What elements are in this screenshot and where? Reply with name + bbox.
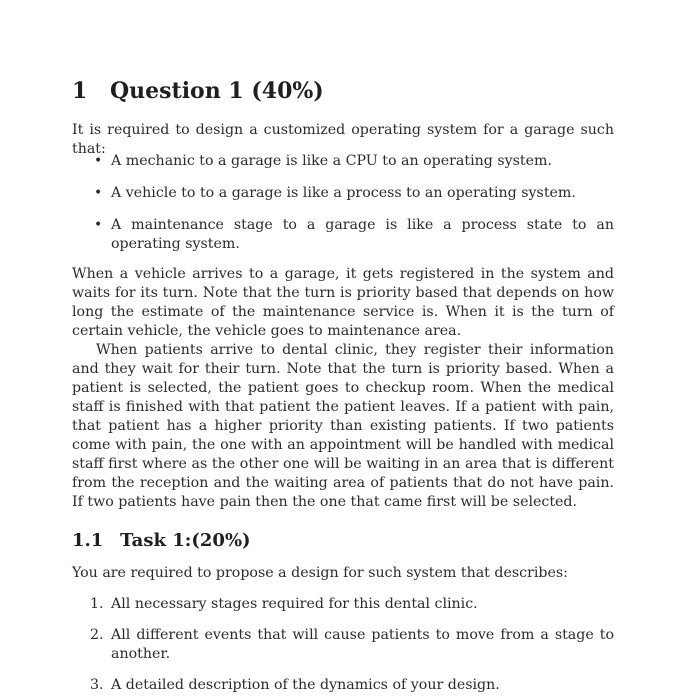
section-heading	[72, 78, 324, 104]
section-title: Question 1 (40%)	[110, 78, 324, 104]
task-item	[72, 595, 614, 614]
task-text: All necessary stages required for this dental clinic.	[111, 596, 478, 612]
body-paragraph-garage: When a vehicle arrives to a garage, it gets registered in the system and waits for its turn. Note that the turn is priority based that depends on how long the estimate of the maintenance service is. When it is the turn of certain vehicle, the vehicle goes to maintenance area.	[72, 266, 614, 339]
subsection-number: 1.1	[72, 530, 104, 551]
bullet-list	[72, 152, 614, 254]
task-text: A detailed description of the dynamics of your design.	[111, 677, 500, 693]
task-item	[72, 676, 614, 695]
task-list	[72, 595, 614, 695]
bullet-item	[72, 184, 614, 203]
subsection-heading	[72, 530, 251, 551]
bullet-item	[72, 216, 614, 254]
task-number: 3.	[90, 677, 104, 693]
task-intro-paragraph: You are required to propose a design for such system that describes:	[72, 565, 568, 581]
task-number: 1.	[90, 596, 104, 612]
task-text: All different events that will cause patients to move from a stage to another.	[111, 627, 614, 662]
task-item	[72, 626, 614, 664]
section-number: 1	[72, 78, 88, 104]
bullet-text: A vehicle to to a garage is like a process to an operating system.	[111, 185, 576, 201]
bullet-item	[72, 152, 614, 171]
intro-paragraph: It is required to design a customized operating system for a garage such that:	[72, 122, 614, 157]
task-number: 2.	[90, 627, 104, 643]
bullet-marker: •	[94, 185, 103, 201]
body-paragraph-clinic: When patients arrive to dental clinic, they register their information and they wait for their turn. Note that the turn is priority based. When a patient is selected, the patient goes to checkup room. When the medical staff is finished with that patient the patient leaves. If a patient with pain, that patient has a higher priority than existing patients. If two patients come with pain, the one with an appointment will be handled with medical staff first where as the other one will be waiting in an area that is different from the reception and the waiting area of patients that do not have pain. If two patients have pain then the one that came first will be selected.	[72, 342, 614, 510]
bullet-text: A maintenance stage to a garage is like a process state to an operating system.	[111, 217, 614, 252]
bullet-marker: •	[94, 217, 103, 233]
bullet-text: A mechanic to a garage is like a CPU to an operating system.	[111, 153, 552, 169]
bullet-marker: •	[94, 153, 103, 169]
subsection-title: Task 1:(20%)	[120, 530, 251, 551]
